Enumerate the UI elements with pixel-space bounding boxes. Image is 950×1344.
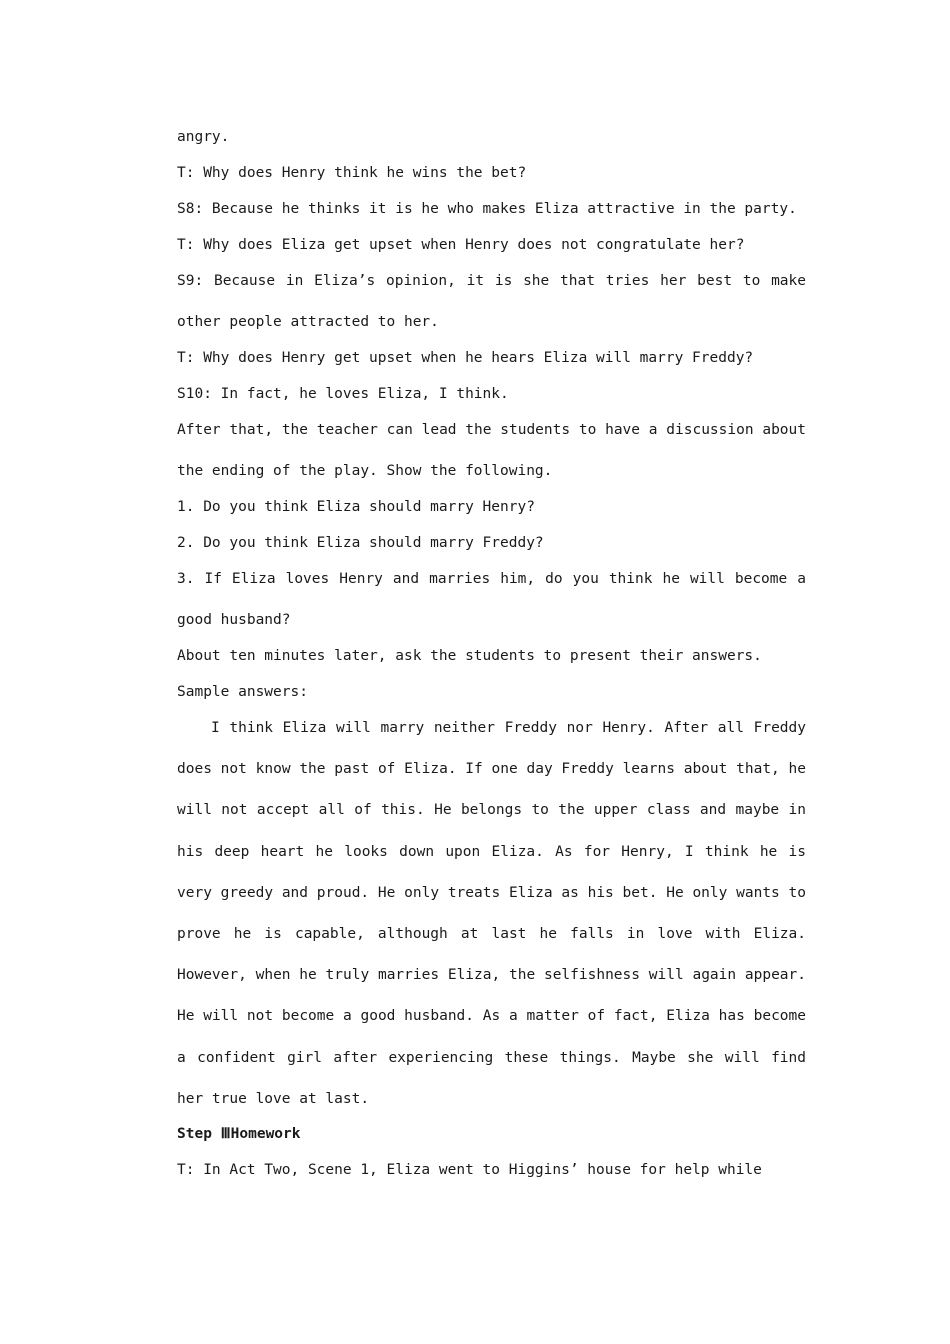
text-line: angry. <box>177 129 230 145</box>
text-line: S9: Because in Eliza’s opinion, it is she that tries her best to make other people attracted to her. <box>177 273 806 330</box>
document-body <box>177 122 806 1191</box>
question-3: 3. If Eliza loves Henry and marries him, do you think he will become a good husband? <box>177 571 806 628</box>
text-line: After that, the teacher can lead the students to have a discussion about the ending of the play. Show the following. <box>177 422 806 479</box>
text-line: T: In Act Two, Scene 1, Eliza went to Higgins’ house for help while <box>177 1162 762 1179</box>
text-line: S10: In fact, he loves Eliza, I think. <box>177 386 509 402</box>
text-line: T: Why does Henry get upset when he hears Eliza will marry Freddy? <box>177 350 754 366</box>
text-line: About ten minutes later, ask the students to present their answers. <box>177 648 762 664</box>
text-line: T: Why does Henry think he wins the bet? <box>177 165 527 181</box>
text-line: S8: Because he thinks it is he who makes Eliza attractive in the party. <box>177 201 797 217</box>
question-1: 1. Do you think Eliza should marry Henry? <box>177 499 535 515</box>
sample-answers-label: Sample answers: <box>177 684 308 700</box>
sample-answer-paragraph: I think Eliza will marry neither Freddy nor Henry. After all Freddy does not know the past of Eliza. If one day Freddy learns about that, he will not accept all of this. He belongs to the upper class and maybe in his deep heart he looks down upon Eliza. As for Henry, I think he is very greedy and proud. He only treats Eliza as his bet. He only wants to prove he is capable, although at last he falls in love with Eliza. However, when he truly marries Eliza, the selfishness will again appear. He will not become a good husband. As a matter of fact, Eliza has become a confident girl after experiencing these things. Maybe she will find her true love at last. <box>177 720 806 1107</box>
text-line: T: Why does Eliza get upset when Henry does not congratulate her? <box>177 237 745 253</box>
question-2: 2. Do you think Eliza should marry Freddy? <box>177 535 544 551</box>
section-heading: Step ⅢHomework <box>177 1126 301 1143</box>
